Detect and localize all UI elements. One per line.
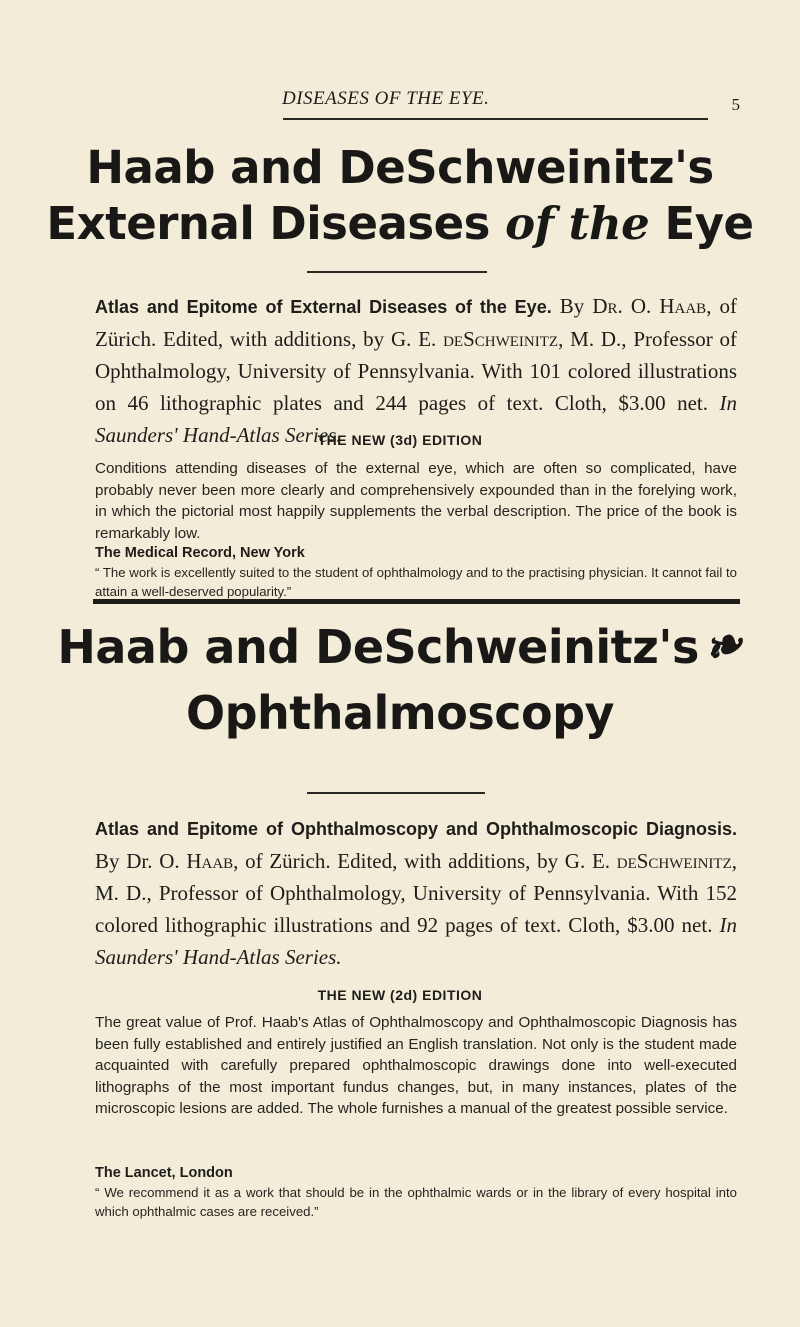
running-header [0,88,800,118]
section-divider [93,599,740,604]
book1-description: Conditions attending diseases of the external eye, which are often so complicated, have probably never been more clearly and comprehensively expounded than in the forelying work, in which the pictorial most happily supplements the verbal description. The price of the book is remarkably low. [95,460,737,542]
book2-lead-mid: , of Zürich. Edited, with additions, by G. E. [233,849,617,873]
header-rule [283,118,708,120]
book2-author: Haab [186,849,234,873]
book2-series: In Saunders' Hand-Atlas Series. [95,913,737,969]
book1-lead-mid: , of Zürich. Edited, with additions, by G. E. [95,294,738,351]
book2-title [0,614,800,746]
book2-review-source: The Lancet, London [95,1165,233,1181]
book2-review-quote: “ We recommend it as a work that should be in the ophthalmic wards or in the library of every hospital into which ophthalmic cases are received.” [95,1185,737,1219]
book2-title-line1 [0,614,800,680]
book1-title [0,140,800,252]
book1-title-part-c: Eye [649,197,754,250]
book1-author: Dr. O. Haab [592,294,707,318]
book1-title-rule [307,271,487,273]
book1-edition: THE NEW (3d) EDITION [317,432,483,448]
page-number: 5 [731,95,740,114]
book2-title-rule [307,792,485,794]
book2-description: The great value of Prof. Haab's Atlas of Ophthalmoscopy and Ophthalmoscopic Diagnosis has been fully established and entirely justified an English translation. Not only is the student made acquainted with carefully prepared ophthalmoscopic drawings done into well-executed lithographs of the most important fundus changes, but, in many instances, plates of the microscopic lesions are added. The whole furnishes a manual of the greatest possible service. [95,1014,737,1117]
book2-editor: deSchweinitz [616,849,732,873]
running-title: DISEASES OF THE EYE. [282,88,490,109]
book2-title-line2: Ophthalmoscopy [185,686,615,740]
book1-title-line2 [0,196,800,252]
book1-title-part-a: External Diseases [46,197,506,250]
book2-lead [95,812,737,973]
book1-editor: deSchweinitz [443,327,559,351]
book1-title-italic: of the [505,197,650,250]
book1-review-source: The Medical Record, New York [95,545,305,561]
fleuron-ornament: ❧ [694,613,751,681]
book1-title-line1: Haab and DeSchweinitz's [86,141,714,194]
book1-lead-by: By [551,294,593,318]
book1-review-quote: “ The work is excellently suited to the student of ophthalmology and to the practising physician. It cannot fail to attain a well-deserved popularity.” [95,565,737,599]
book1-lead-rest: , M. D., Professor of Ophthalmology, University of Pennsylvania. With 101 colored illustrations on 46 lithographic plates and 244 pages of text. Cloth, $3.00 net. [95,327,738,415]
book2-edition: THE NEW (2d) EDITION [317,987,483,1003]
book1-series: In Saunders' Hand-Atlas Series. [95,391,737,447]
book2-lead-by: By Dr. O. [95,849,187,873]
book1-lead-heading: Atlas and Epitome of External Diseases of the Eye. [95,297,552,317]
book2-lead-rest: , M. D., Professor of Ophthalmology, University of Pennsylvania. With 152 colored lithographic illustrations and 92 pages of text. Cloth, $3.00 net. [95,849,737,937]
book2-lead-heading: Atlas and Epitome of Ophthalmoscopy and Ophthalmoscopic Diagnosis. [95,819,737,839]
book2-title-text: Haab and DeSchweinitz's [57,620,699,674]
book1-lead [95,290,737,451]
